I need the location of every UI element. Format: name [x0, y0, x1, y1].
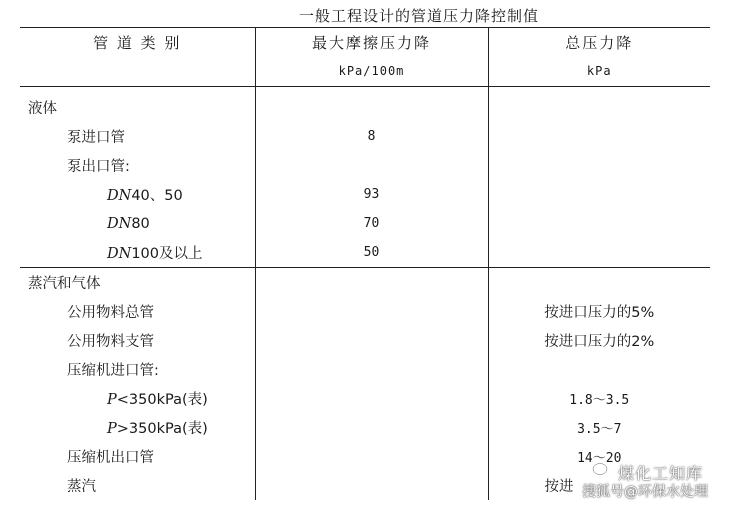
- table-row: [20, 238, 710, 268]
- row-label: 公用物料总管: [67, 305, 154, 321]
- pressure-symbol: P: [107, 421, 117, 437]
- watermark: [578, 461, 728, 501]
- units-row: [20, 56, 710, 87]
- table-row: [20, 326, 710, 355]
- header-unit-blank: [20, 56, 255, 87]
- table-row: [20, 413, 710, 442]
- header-pipe-category: 管 道 类 别: [20, 28, 255, 57]
- table-title: 一般工程设计的管道压力降控制值: [298, 7, 539, 25]
- row-label: 蒸汽: [67, 479, 96, 495]
- watermark-source: 搜狐号@环保水处理: [582, 484, 708, 500]
- row-label: 公用物料支管: [67, 334, 154, 350]
- total-drop-value: 1.8～3.5: [488, 384, 710, 413]
- unit-total-drop: kPa: [488, 56, 710, 87]
- pressure-drop-table: [20, 27, 710, 500]
- total-drop-value: 按进: [488, 471, 710, 500]
- row-label: 泵进口管: [67, 130, 125, 146]
- table-row: [20, 180, 710, 209]
- row-label: P<350kPa(表): [107, 392, 208, 408]
- row-label: 压缩机进口管:: [67, 363, 159, 379]
- max-friction-value: 50: [255, 238, 488, 268]
- total-drop-value: 按进口压力的2%: [488, 326, 710, 355]
- pressure-symbol: P: [107, 392, 117, 408]
- max-friction-value: 93: [255, 180, 488, 209]
- table-row: [20, 122, 710, 151]
- table-row: [20, 209, 710, 238]
- total-drop-value: 3.5～7: [488, 413, 710, 442]
- table-row: [20, 297, 710, 326]
- header-max-friction-drop: 最大摩擦压力降: [255, 28, 488, 57]
- section-liquid: 液体: [28, 101, 57, 117]
- row-label: P>350kPa(表): [107, 421, 208, 437]
- wechat-icon: [592, 462, 612, 478]
- table-row: [20, 87, 710, 123]
- total-drop-value: 14～20: [488, 442, 710, 471]
- max-friction-value: 70: [255, 209, 488, 238]
- max-friction-value: 8: [255, 122, 488, 151]
- dn-symbol: DN: [107, 246, 132, 262]
- total-drop-value: 按进口压力的5%: [488, 297, 710, 326]
- unit-max-friction-drop: kPa/100m: [255, 56, 488, 87]
- dn-symbol: DN: [107, 188, 132, 204]
- watermark-brand: 煤化工知库: [618, 464, 704, 483]
- row-label: DN100及以上: [107, 246, 203, 262]
- table-row: [20, 268, 710, 298]
- row-label: DN40、50: [107, 188, 183, 204]
- section-gas: 蒸汽和气体: [20, 268, 255, 298]
- row-label: 泵出口管:: [67, 159, 130, 175]
- table-row: [20, 151, 710, 180]
- table-row: [20, 384, 710, 413]
- header-row: [20, 28, 710, 57]
- row-label: DN80: [107, 215, 150, 232]
- dn-symbol: DN: [107, 215, 132, 232]
- header-total-drop: 总压力降: [488, 28, 710, 57]
- row-label: 压缩机出口管: [67, 450, 154, 466]
- table-row: [20, 355, 710, 384]
